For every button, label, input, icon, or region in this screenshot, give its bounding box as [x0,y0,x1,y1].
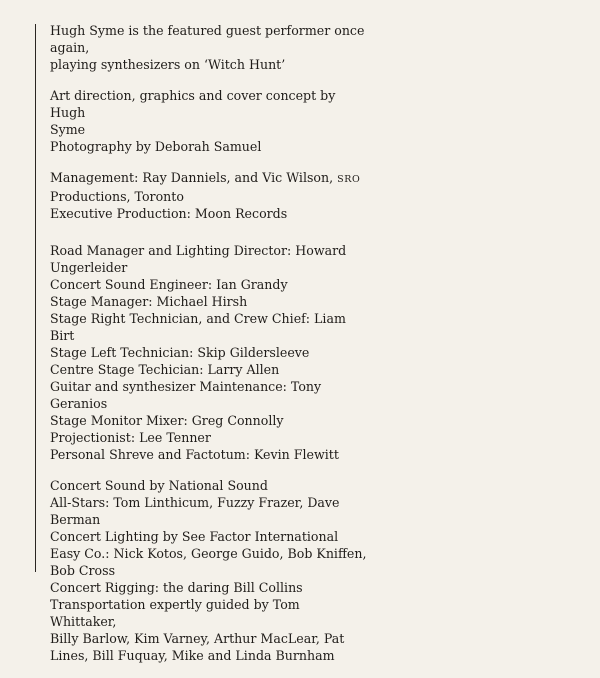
credit-line: Billy Barlow, Kim Varney, Arthur MacLear, Pat [50,631,345,646]
credit-line: Easy Co.: Nick Kotos, George Guido, Bob Kniffen, [50,546,367,561]
credit-line: Ungerleider [50,260,128,275]
left-vertical-rule [35,24,36,572]
credit-line: All-Stars: Tom Linthicum, Fuzzy Frazer, Dave [50,495,340,510]
credit-line: Centre Stage Techician: Larry Allen [50,362,280,377]
credit-line: Road Manager and Lighting Director: Howard [50,243,347,258]
credit-line: Bob Cross [50,563,116,578]
credit-line: Photography by Deborah Samuel [50,139,262,154]
credit-line: Guitar and synthesizer Maintenance: Tony Geranios [50,379,326,411]
credit-line: Stage Monitor Mixer: Greg Connolly [50,413,284,428]
guest-performer-block [50,22,370,73]
credit-line: Syme [50,122,86,137]
road-crew-block [50,242,370,463]
credit-line: Management: Ray Danniels, and Vic Wilson, SRO [50,170,361,185]
credit-line: playing synthesizers on ‘Witch Hunt’ [50,57,286,72]
credit-line: Concert Rigging: the daring Bill Collins [50,580,303,595]
credit-line: Concert Lighting by See Factor International [50,529,339,544]
credit-line: again, [50,40,90,55]
credit-line: Stage Manager: Michael Hirsh [50,294,248,309]
credit-line: Personal Shreve and Factotum: Kevin Flewitt [50,447,339,462]
credit-line: Berman [50,512,101,527]
credit-line: Stage Right Technician, and Crew Chief: Liam Birt [50,311,350,343]
credit-line: Executive Production: Moon Records [50,206,288,221]
credit-line: Hugh Syme is the featured guest performer once [50,23,365,38]
credits-text [50,22,370,678]
credit-line: Stage Left Technician: Skip Gildersleeve [50,345,310,360]
art-direction-block [50,87,370,155]
management-block [50,169,370,222]
concert-services-block [50,477,370,664]
credit-line: Transportation expertly guided by Tom Whittaker, [50,597,304,629]
credit-line: Art direction, graphics and cover concept by Hugh [50,88,340,120]
credit-line: Projectionist: Lee Tenner [50,430,211,445]
credit-line: Concert Sound by National Sound [50,478,268,493]
credit-line: Productions, Toronto [50,189,184,204]
credit-line: Concert Sound Engineer: Ian Grandy [50,277,288,292]
sro-small-caps: SRO [337,174,361,185]
credit-line: Lines, Bill Fuquay, Mike and Linda Burnham [50,648,335,663]
